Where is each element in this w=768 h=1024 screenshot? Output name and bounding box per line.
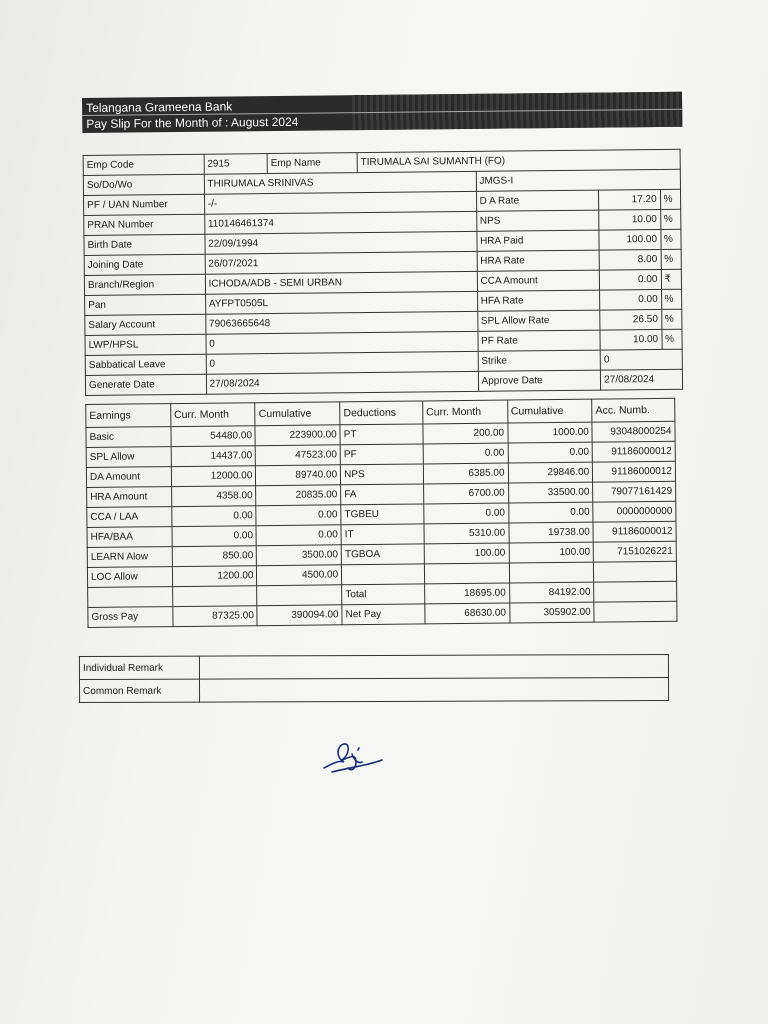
table-cell: 0000000000 (593, 501, 676, 522)
table-row: Branch/Region ICHODA/ADB - SEMI URBAN CCA Amount 0.00 ₹ (84, 269, 681, 295)
column-header: Curr. Month (170, 403, 255, 427)
table-cell: HRA Amount (87, 487, 172, 508)
table-row: Sabbatical Leave 0 Strike 0 (85, 349, 682, 375)
table-cell: 0.00 (423, 443, 508, 464)
table-cell: 91186000012 (593, 521, 676, 542)
table-cell: 12000.00 (171, 466, 256, 487)
table-cell: 7151026221 (593, 541, 676, 562)
table-cell: 305902.00 (509, 602, 594, 623)
table-cell (594, 581, 677, 602)
table-cell: 0.00 (256, 525, 341, 546)
table-row (79, 654, 668, 679)
table-cell: HFA/BAA (87, 527, 172, 548)
table-row: LWP/HPSL 0 PF Rate 10.00 % (85, 329, 682, 355)
table-row: So/Do/Wo THIRUMALA SRINIVAS JMGS-I (83, 169, 680, 195)
table-cell (594, 561, 677, 582)
table-cell (509, 562, 594, 583)
table-row: Birth Date 22/09/1994 HRA Paid 100.00 % (84, 229, 681, 255)
table-row: Joining Date 26/07/2021 HRA Rate 8.00 % (84, 249, 681, 275)
table-cell (424, 563, 509, 584)
table-cell (342, 564, 425, 585)
table-cell: TGBEU (341, 504, 424, 525)
table-cell: 6385.00 (423, 463, 508, 484)
table-cell: PF (340, 444, 423, 465)
table-cell: CCA / LAA (87, 507, 172, 528)
table-cell: 0.00 (508, 442, 593, 463)
table-cell: 223900.00 (255, 425, 340, 446)
table-row: Emp Code 2915 Emp Name TIRUMALA SAI SUMANTH (FO) (83, 149, 680, 175)
column-header: Cumulative (507, 399, 592, 423)
grade: JMGS-I (476, 169, 681, 191)
table-cell: 91186000012 (593, 461, 676, 482)
table-cell: 1000.00 (507, 422, 592, 443)
table-cell: 5310.00 (424, 523, 509, 544)
table-cell: 0.00 (256, 505, 341, 526)
table-cell: 0.00 (424, 503, 509, 524)
table-cell: 47523.00 (256, 445, 341, 466)
bank-name: Telangana Grameena Bank (86, 99, 233, 115)
column-header: Earnings (86, 404, 171, 428)
table-cell: DA Amount (86, 467, 171, 488)
table-cell: 54480.00 (171, 426, 256, 447)
table-cell (594, 601, 677, 622)
pay-slip (82, 92, 688, 628)
table-cell (257, 585, 342, 606)
table-cell: 14437.00 (171, 446, 256, 467)
table-row: PRAN Number 110146461374 NPS 10.00 % (84, 209, 681, 235)
table-cell: 79077161429 (593, 481, 676, 502)
table-cell: 200.00 (423, 423, 508, 444)
table-cell: Gross Pay (88, 607, 173, 628)
table-cell: 4358.00 (171, 486, 256, 507)
emp-name: TIRUMALA SAI SUMANTH (FO) (357, 149, 680, 172)
table-cell: 84192.00 (509, 582, 594, 603)
table-cell: 850.00 (172, 546, 257, 567)
table-cell: SPL Allow (86, 447, 171, 468)
table-cell: 89740.00 (256, 465, 341, 486)
table-cell: 91186000012 (592, 441, 675, 462)
table-cell (172, 586, 257, 607)
table-cell: 1200.00 (172, 566, 257, 587)
column-header: Curr. Month (423, 400, 508, 424)
table-cell: 4500.00 (257, 565, 342, 586)
table-cell: 6700.00 (423, 483, 508, 504)
remarks-table (79, 654, 669, 703)
signature (322, 738, 386, 782)
individual-remark-label: Individual Remark (79, 656, 199, 679)
table-row: Pan AYFPT0505L HFA Rate 0.00 % (85, 289, 682, 315)
table-cell: Total (342, 584, 425, 605)
employee-info-table (83, 149, 683, 396)
table-row (80, 677, 669, 702)
table-cell: 0.00 (172, 506, 257, 527)
table-cell: 390094.00 (257, 605, 342, 626)
table-cell: IT (341, 524, 424, 545)
table-cell: 20835.00 (256, 485, 341, 506)
table-row: Salary Account 79063665648 SPL Allow Rate 26.50 % (85, 309, 682, 335)
table-cell: 100.00 (424, 543, 509, 564)
table-cell: Net Pay (342, 604, 425, 625)
table-cell: 3500.00 (257, 545, 342, 566)
common-remark-label: Common Remark (80, 679, 200, 702)
table-cell: LOC Allow (87, 567, 172, 588)
column-header: Deductions (340, 401, 423, 425)
table-cell: 29846.00 (508, 462, 593, 483)
table-row: PF / UAN Number -/- D A Rate 17.20 % (84, 189, 681, 215)
table-cell: 18695.00 (424, 583, 509, 604)
table-row: Generate Date 27/08/2024 Approve Date 27/08/2024 (85, 369, 682, 395)
table-cell: Basic (86, 427, 171, 448)
table-cell: TGBOA (341, 544, 424, 565)
table-cell: 19738.00 (509, 522, 594, 543)
table-cell: 100.00 (509, 542, 594, 563)
earnings-deductions-table (85, 398, 677, 628)
pay-slip-title: Pay Slip For the Month of : August 2024 (86, 114, 299, 131)
table-cell: 0.00 (508, 502, 593, 523)
column-header: Acc. Numb. (592, 398, 675, 422)
table-cell: 68630.00 (425, 603, 510, 624)
column-header: Cumulative (255, 402, 340, 426)
table-cell: PT (340, 424, 423, 445)
table-cell: NPS (341, 464, 424, 485)
table-cell: LEARN Alow (87, 547, 172, 568)
table-cell: FA (341, 484, 424, 505)
table-cell: 93048000254 (592, 421, 675, 442)
table-cell: 0.00 (172, 526, 257, 547)
table-cell: 33500.00 (508, 482, 593, 503)
bank-header (82, 92, 682, 133)
table-cell: 87325.00 (173, 606, 258, 627)
table-cell (88, 587, 173, 608)
